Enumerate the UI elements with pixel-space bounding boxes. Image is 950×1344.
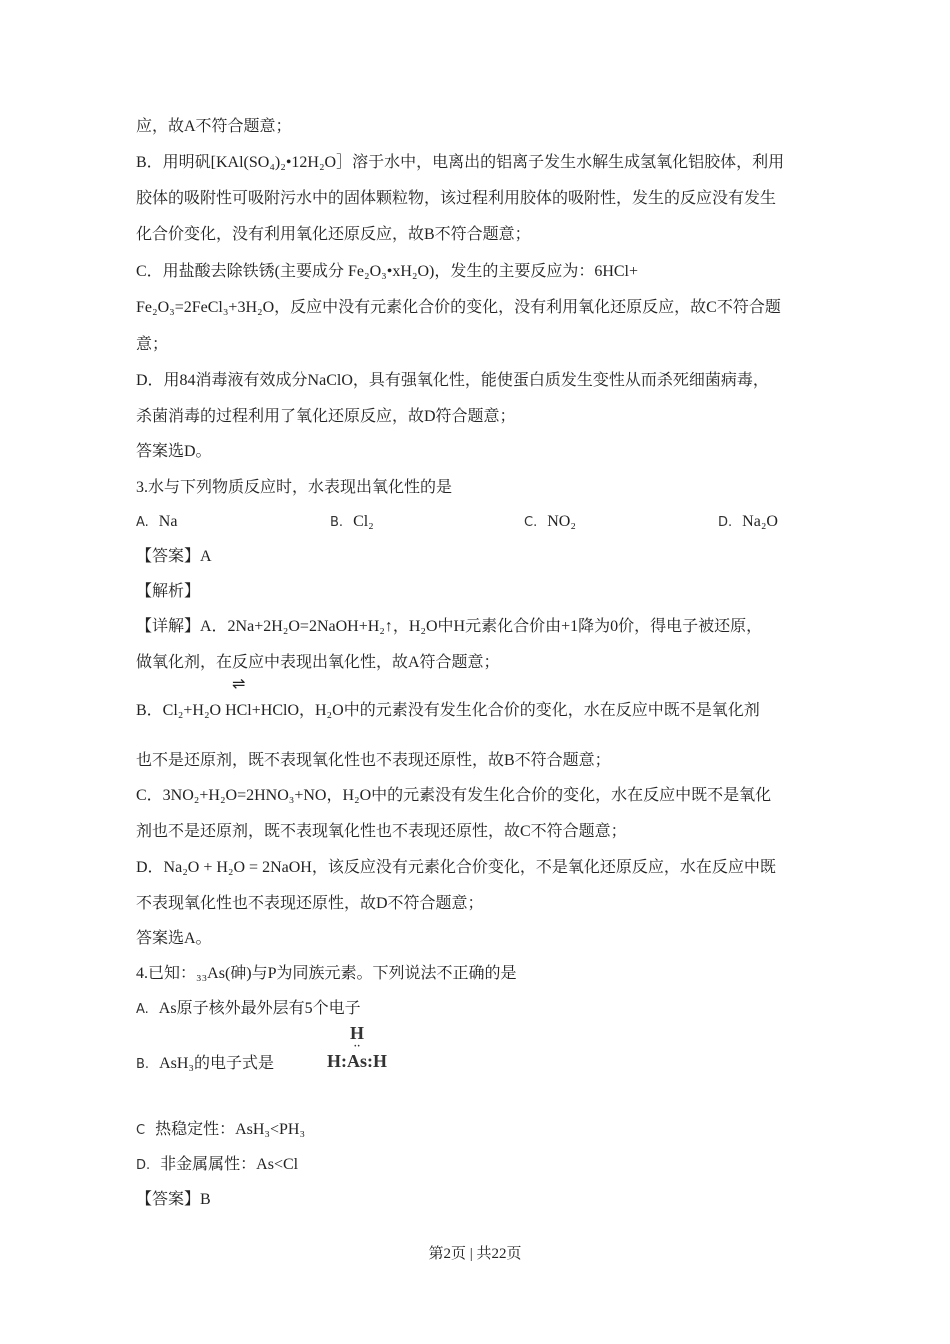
q4-option-c: C 热稳定性：AsH₃<PH₃	[136, 1121, 306, 1138]
q3-option-a: A. Na	[136, 513, 178, 530]
q3-answer: 【答案】A	[136, 548, 212, 565]
text-line: 杀菌消毒的过程利用了氧化还原反应，故D符合题意；	[136, 408, 516, 425]
text-line: 剂也不是还原剂，既不表现氧化性也不表现还原性，故C不符合题意；	[136, 823, 627, 840]
q3-analysis-title: 【解析】	[136, 583, 201, 600]
question-3-stem: 3.水与下列物质反应时，水表现出氧化性的是	[136, 479, 453, 496]
page-footer: 第2页 | 共22页	[428, 1246, 522, 1262]
q3-option-b: B. Cl₂	[330, 513, 374, 530]
text-line: B．用明矾[KAl(SO₄)₂•12H₂O］溶于水中，电离出的铝离子发生水解生成氢氧化铝胶体，利用	[136, 154, 785, 171]
text-line: D．Na₂O + H₂O = 2NaOH，该反应没有元素化合价变化，不是氧化还原反应，水在反应中既	[136, 859, 776, 876]
question-4-stem: 4.已知：₃₃As(砷)与P为同族元素。下列说法不正确的是	[136, 965, 517, 982]
text-line: 胶体的吸附性可吸附污水中的固体颗粒物，该过程利用胶体的吸附性，发生的反应没有发生	[136, 190, 777, 207]
q3-option-c: C. NO₂	[524, 513, 576, 530]
text-line: 【详解】A．2Na+2H₂O=2NaOH+H₂↑，H₂O中H元素化合价由+1降为0价，得电子被还原，	[136, 618, 763, 635]
q3-option-d: D. Na₂O	[718, 513, 778, 530]
text-line: 答案选D。	[136, 443, 212, 460]
equilibrium-arrow-icon: ⇌	[232, 674, 246, 693]
text-line: 化合价变化，没有利用氧化还原反应，故B不符合题意；	[136, 226, 531, 243]
q4-answer: 【答案】B	[136, 1191, 211, 1208]
q4-option-b: B. AsH₃的电子式是	[136, 1055, 274, 1072]
text-line: 应，故A不符合题意；	[136, 118, 292, 135]
text-line: 做氧化剂，在反应中表现出氧化性，故A符合题意；	[136, 654, 500, 671]
text-line: C．3NO₂+H₂O=2HNO₃+NO，H₂O中的元素没有发生化合价的变化，水在反应中既不是氧化	[136, 787, 772, 804]
text-line: C．用盐酸去除铁锈(主要成分 Fe₂O₃•xH₂O)，发生的主要反应为：6HCl+	[136, 263, 639, 280]
q4-option-a: A. As原子核外最外层有5个电子	[136, 1000, 361, 1017]
text-line: B．Cl₂+H₂O HCl+HClO，H₂O中的元素没有发生化合价的变化，水在反应中既不是氧化剂	[136, 702, 760, 719]
q4-option-d: D. 非金属属性：As<Cl	[136, 1156, 299, 1173]
text-line: Fe₂O₃=2FeCl₃+3H₂O，反应中没有元素化合价的变化，没有利用氧化还原反应，故C不符合题	[136, 299, 781, 316]
text-line: 意；	[136, 336, 169, 353]
text-line: 答案选A。	[136, 930, 212, 947]
lewis-structure-image: H ·· H:As:H	[327, 1023, 387, 1071]
text-line: 不表现氧化性也不表现还原性，故D不符合题意；	[136, 895, 484, 912]
text-line: D．用84消毒液有效成分NaClO，具有强氧化性，能使蛋白质发生变性从而杀死细菌病毒，	[136, 372, 769, 389]
text-line: 也不是还原剂，既不表现氧化性也不表现还原性，故B不符合题意；	[136, 752, 611, 769]
